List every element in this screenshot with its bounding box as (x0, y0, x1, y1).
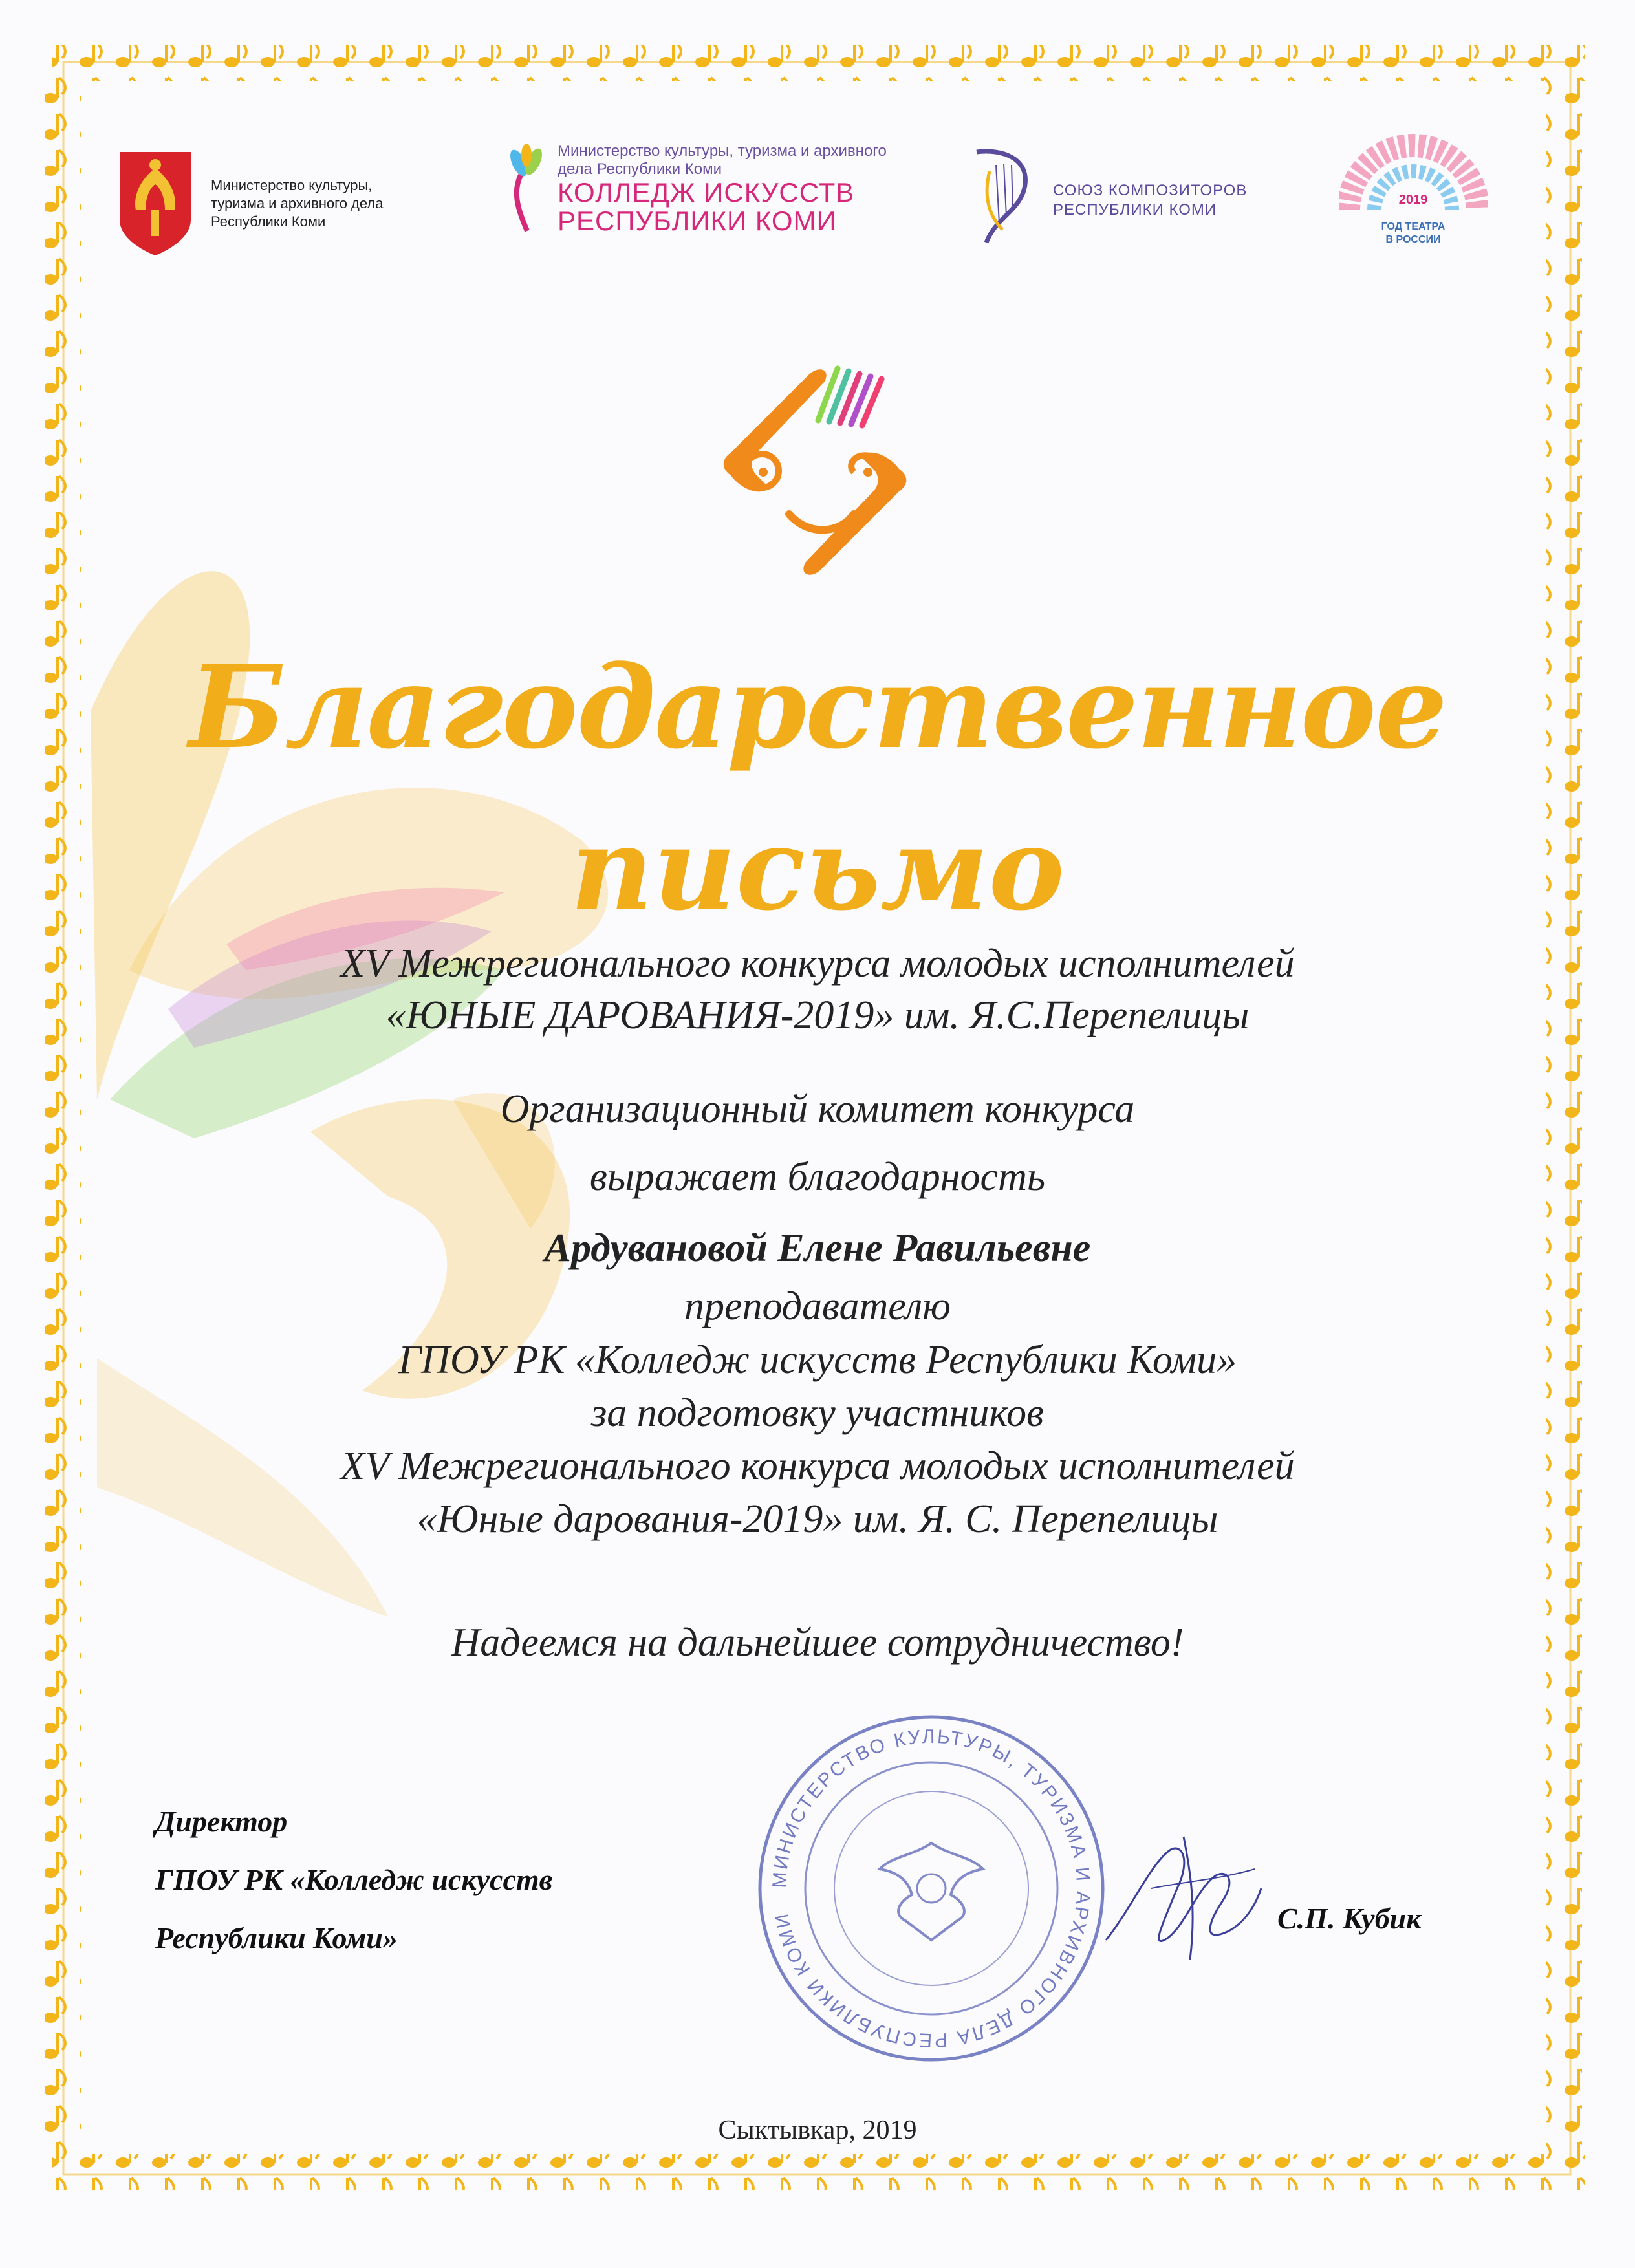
theatre-text-1: ГОД ТЕАТРА (1381, 221, 1446, 232)
ministry-logo-text: Министерство культуры, туризма и архивного дела Республики Коми (211, 177, 384, 230)
college-logo (504, 142, 894, 235)
stamp-text: МИНИСТЕРСТВО КУЛЬТУРЫ, ТУРИЗМА И АРХИВНОГО ДЕЛА РЕСПУБЛИКИ КОМИ (768, 1725, 1094, 2051)
komi-coat-of-arms-icon (116, 149, 194, 259)
committee-text: Организационный комитет конкурса (500, 1087, 1135, 1131)
college-logo-title-1: КОЛЛЕДЖ ИСКУССТВ (558, 177, 855, 208)
ministry-logo (116, 149, 405, 259)
official-stamp (750, 1707, 1112, 2069)
signer-title-2: ГПОУ РК «Колледж искусств (155, 1863, 553, 1896)
college-flower-icon (504, 144, 550, 234)
year-of-theatre-logo (1339, 133, 1488, 255)
title-line-1: Благодарственное (188, 640, 1447, 774)
signer-title-3: Республики Коми» (155, 1921, 398, 1954)
title-line-2: письмо (570, 802, 1065, 936)
signer-title-1: Директор (155, 1805, 288, 1838)
recipient-name: Ардувановой Елене Равильевне (544, 1226, 1091, 1270)
recipient-role: преподавателю (684, 1284, 951, 1328)
college-logo-title-2: РЕСПУБЛИКИ КОМИ (558, 206, 837, 236)
thanks-text: выражает благодарность (589, 1155, 1046, 1199)
contest-emblem-icon (660, 343, 970, 601)
svg-text:МИНИСТЕРСТВО КУЛЬТУРЫ, ТУРИЗМА (769, 1726, 1094, 2051)
signer-name: С.П. Кубик (1277, 1902, 1422, 1935)
lyre-icon (964, 146, 1041, 255)
theatre-arch-icon (1339, 133, 1488, 255)
college-logo-subtitle: Министерство культуры, туризма и архивного дела Республики Коми (558, 142, 887, 178)
reason-text: за подготовку участников (591, 1391, 1044, 1435)
city-year: Сыктывкар, 2019 (718, 2115, 917, 2145)
composers-logo-text-1: СОЮЗ КОМПОЗИТОРОВ (1053, 182, 1248, 199)
eagle-emblem-icon (880, 1843, 983, 1940)
composers-logo-text-2: РЕСПУБЛИКИ КОМИ (1053, 201, 1217, 219)
theatre-year: 2019 (1398, 193, 1428, 207)
composers-union-logo (964, 146, 1247, 255)
recipient-organization: ГПОУ РК «Колледж искусств Республики Коми» (398, 1338, 1237, 1382)
contest-line-3: XV Межрегионального конкурса молодых исполнителей (340, 1444, 1295, 1488)
closing-text: Надеемся на дальнейшее сотрудничество! (451, 1621, 1184, 1665)
contest-line-4: «Юные дарования-2019» им. Я. С. Перепелицы (417, 1497, 1218, 1541)
handwritten-signature (1093, 1811, 1274, 1979)
theatre-text-2: В РОССИИ (1385, 234, 1441, 245)
contest-line-2: «ЮНЫЕ ДАРОВАНИЯ-2019» им. Я.С.Перепелицы (385, 993, 1250, 1037)
contest-line-1: XV Межрегионального конкурса молодых исполнителей (340, 942, 1295, 986)
